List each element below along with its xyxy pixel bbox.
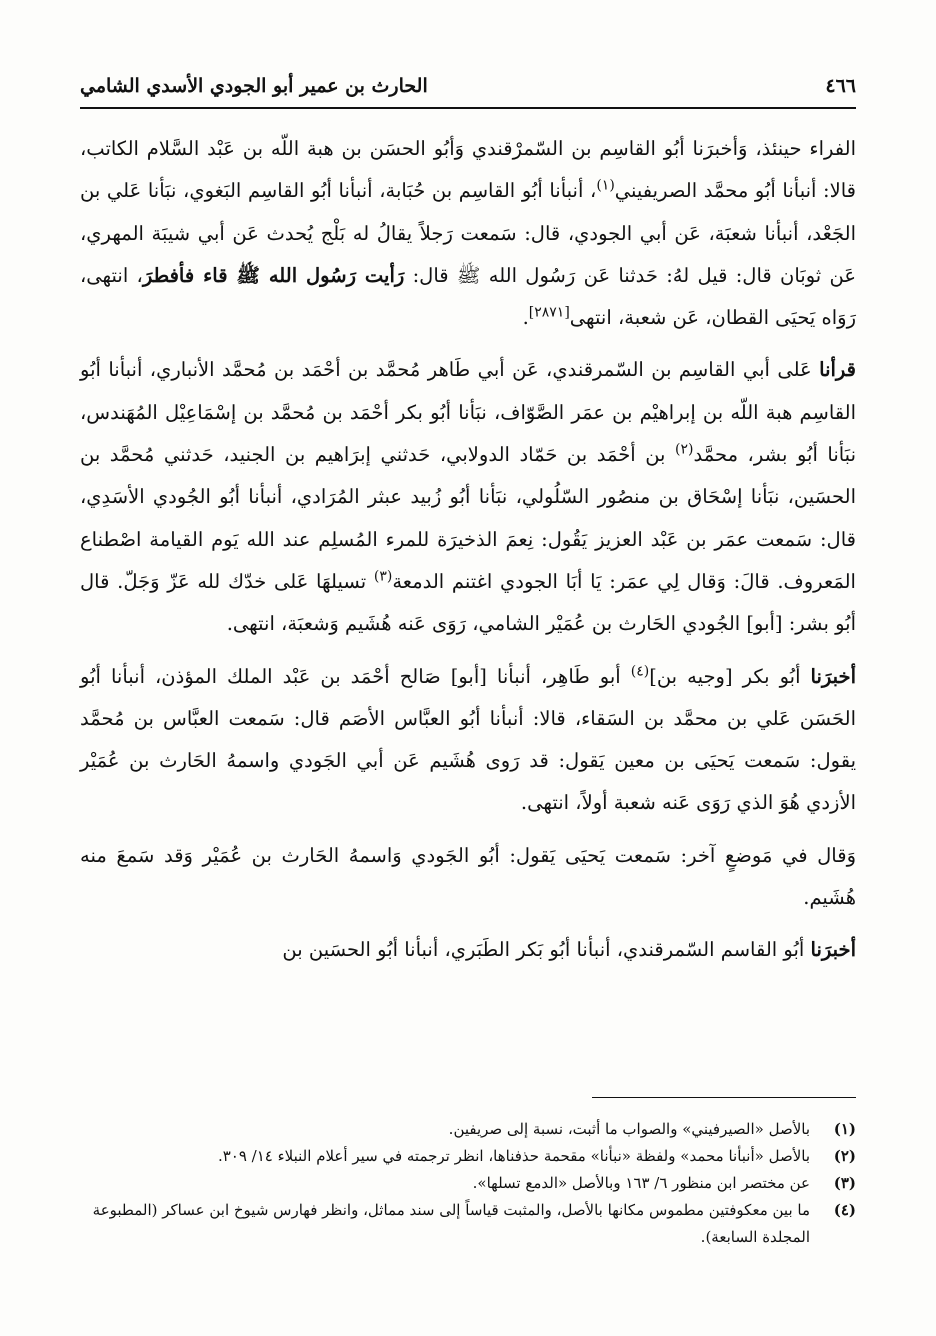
footnote-rule <box>592 1097 856 1098</box>
footnote <box>80 1197 856 1251</box>
footnote-reference: [٢٨٧١] <box>528 304 570 321</box>
text-segment: . <box>522 306 529 330</box>
paragraph-lead: أخبرَنا <box>810 664 857 688</box>
footnote-number: (٣) <box>833 1174 856 1192</box>
footnote <box>80 1143 856 1170</box>
page-number: ٤٦٦ <box>825 75 856 97</box>
footnote-reference: (٤) <box>630 663 650 680</box>
footnote-text: بالأصل «أنبأنا محمد» ولفظة «نبأنا» مقحمة حذفناها، انظر ترجمته في سير أعلام النبلاء ١٤/ ٣٠٩. <box>217 1147 810 1165</box>
text-segment: وَقال في مَوضعٍ آخر: سَمعت يَحيَى يَقول: أبُو الجَودي وَاسمهُ الحَارث بن عُمَيْر وَقد سَمعَ منه هُشَيم. <box>80 843 856 910</box>
footnote-text: عن مختصر ابن منظور ٦/ ١٦٣ وبالأصل «الدمع تسلها». <box>472 1174 810 1192</box>
footnote-reference: (٢) <box>675 441 694 458</box>
hadith-text: رَأيت رَسُول الله ﷺ قاء فأفطرَ <box>142 263 405 287</box>
main-text <box>80 128 856 972</box>
paragraph-lead: قرأنا <box>819 358 856 382</box>
footnote-number: (١) <box>833 1120 856 1138</box>
footnote <box>80 1170 856 1197</box>
page-header <box>80 68 856 104</box>
paragraph <box>80 656 856 825</box>
footnote-number: (٤) <box>833 1201 856 1219</box>
paragraph-lead: أخبرَنا <box>810 938 856 962</box>
paragraph <box>80 128 856 339</box>
paragraph <box>80 835 856 920</box>
text-segment: أبُو بكر [وجيه بن] <box>649 664 811 688</box>
footnote-reference: (٣) <box>373 568 393 585</box>
footnote-text: ما بين معكوفتين مطموس مكانها بالأصل، والمثبت قياساً إلى سند مماثل، وانظر فهارس شيوخ ابن عساكر (المطبوعة المجلدة السابعة). <box>92 1201 810 1246</box>
text-segment: ، انتهى، رَوَاه يَحيَى القطان، عَن شعبة، انتهى <box>80 263 856 330</box>
paragraph <box>80 349 856 645</box>
header-rule <box>80 107 856 109</box>
text-segment: بن أحْمَد بن حَمّاد الدولابي، حَدثني إبرَاهيم بن الجنيد، حَدثني مُحمَّد بن الحسَين، نبَأنا إسْحَاق بن منصُور السّلُولي، نبَأنا أبُو زُبيد عبثر المُرَادي، أنبأنا أبُو الجُودي الأسَدِي، قال: سَمعت عمَر بن عَبْد العزيز يَقُول: نِعمَ الذخيرَة للمرء المُسلِم عند الله يَوم القيامة اصْطناع المَعروف. قالَ: وَقال لِي عمَر: يَا أبَا الجودي اغتنم الدمعة <box>80 443 856 593</box>
text-segment: عَلى أبي القاسِم بن السّمرقندي، عَن أبي طَاهر مُحمَّد بن أحْمَد بن مُحمَّد الأنباري، أنبأنا أبُو القاسِم هبة اللّه بن إبراهيْم بن عمَر الصَّوّاف، نبَأنا أبُو بكر أحْمَد بن مُحمَّد بن إسْمَاعِيْل المُهَندس، نبَأنا أبُو بشر، محمَّد <box>80 358 856 467</box>
footnote <box>80 1116 856 1143</box>
text-segment: ، أنبأنا أبُو القاسِم بن حُبَابة، أنبأنا أبُو القاسِم البَغوي، نبَأنا عَلي بن الجَعْد، أنبأنا شعبَة، عَن أبي الجودي، قال: سَمعت رَجلاً يقالُ له بَلْج يُحدث عَن أبي شيبَة المهري، عَن ثوبَان قال: قيل لهُ: حَدثنا عَن رَسُول الله ﷺ قال: <box>80 179 856 287</box>
paragraph <box>80 929 856 971</box>
text-segment: تسيلهَا عَلى خدّك لله عَزّ وَجَلّ. قال أبُو بشر: [أبو] الجُودي الحَارث بن عُمَيْر الشامي، رَوَى عَنه هُشَيم وَشعبَة، انتهى. <box>80 569 856 636</box>
footnotes <box>80 1116 856 1251</box>
footnote-number: (٢) <box>833 1147 856 1165</box>
running-title: الحارث بن عمير أبو الجودي الأسدي الشامي <box>80 75 428 97</box>
footnote-text: بالأصل «الصيرفيني» والصواب ما أثبت، نسبة إلى صريفين. <box>448 1120 810 1138</box>
text-segment: أبُو القاسم السّمرقندي، أنبأنا أبُو بَكر الطَبَري، أنبأنا أبُو الحسَين بن <box>282 938 811 962</box>
text-segment: أبو طَاهِر، أنبأنا [أبو] صَالح أحْمَد بن عَبْد الملك المؤذن، أنبأنا أبُو الحَسَن عَلي بن محمَّد بن السَقاء، قالا: أنبأنا أبُو العبَّاس الأصَم قال: سَمعت العبَّاس بن مُحمَّد يقول: سَمعت يَحيَى بن معين يَقول: قد رَوى هُشَيم عَن أبي الجَودي واسمهُ الحَارث بن عُمَيْر الأزدي هُوَ الذي رَوَى عَنه شعبة أولاً، انتهى. <box>80 664 856 815</box>
text-segment: الفراء حينئذ، وَأخبرَنا أبُو القاسِم بن السّمرْقندي وَأبُو الحسَن بن هبة اللّه بن عَبْد السَّلام الكاتب، قالا: أنبأنا أبُو محمَّد الصريفيني <box>80 137 857 203</box>
footnote-reference: (١) <box>596 177 615 194</box>
